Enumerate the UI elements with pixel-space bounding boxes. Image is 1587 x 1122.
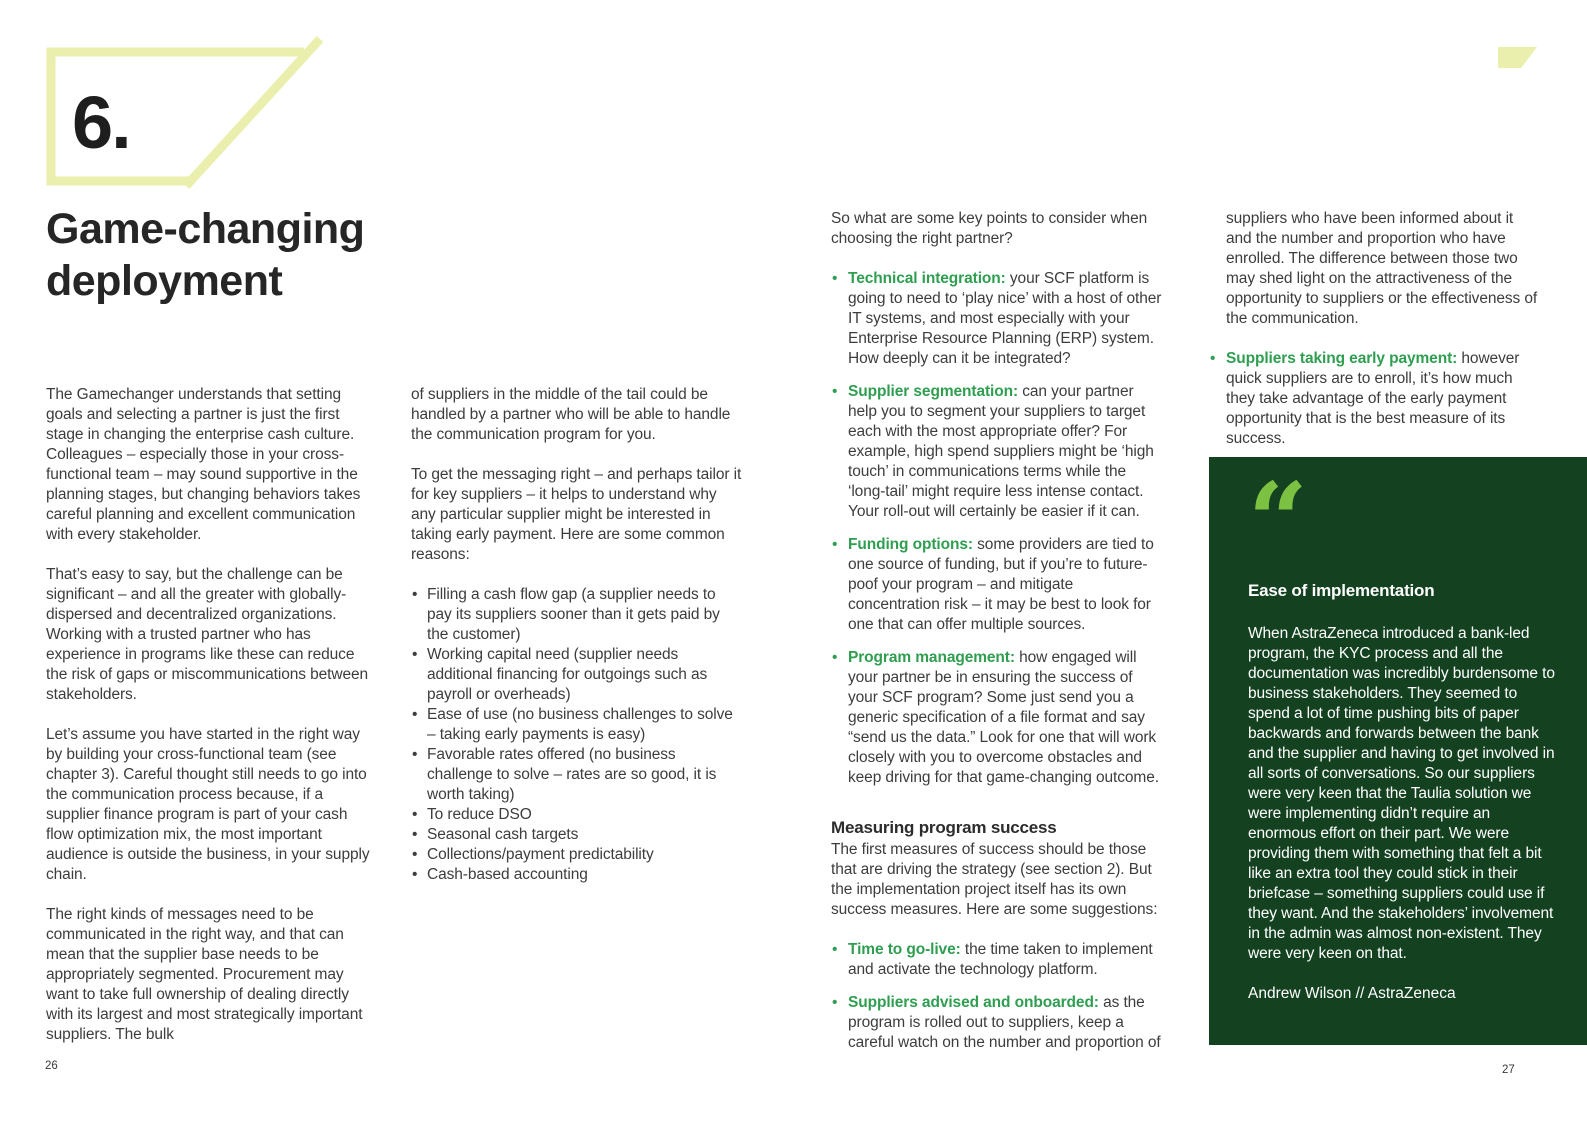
left-page-number: 26 [45, 1060, 58, 1072]
page-title-line1: Game-changing [46, 205, 365, 253]
paragraph: of suppliers in the middle of the tail could be handled by a partner who will be able to handle the communication program for you. [411, 386, 731, 443]
key-point-label: Supplier segmentation: [848, 383, 1019, 400]
list-item-text: Filling a cash flow gap (a supplier needs to pay its suppliers sooner than it gets paid by the customer) [427, 586, 720, 643]
key-point-label: Suppliers advised and onboarded: [848, 994, 1099, 1011]
left-page-column-2 [411, 385, 743, 885]
page-title [46, 203, 364, 307]
success-measures-list [831, 940, 1163, 1053]
list-item [831, 993, 1163, 1053]
intro-paragraph: So what are some key points to consider when choosing the right partner? [831, 210, 1148, 247]
list-item [411, 585, 743, 645]
left-page-column-1 [46, 385, 378, 1065]
right-page-column-1 [831, 209, 1163, 1066]
key-point-text: as the program is rolled out to suppliers, keep a careful watch on the number and proportion of [848, 994, 1161, 1051]
list-item [411, 845, 743, 865]
list-item-text: Working capital need (supplier needs additional financing for outgoings such as payroll or overheads) [427, 646, 708, 703]
quote-box [1209, 457, 1587, 1045]
key-point-text: how engaged will your partner be in ensuring the success of your SCF program? Some just send you a generic specification of a file format and say “send us the data.” Look for one that will work closely with you to overcome obstacles and keep driving for that game-changing outcome. [848, 649, 1159, 786]
paragraph: That’s easy to say, but the challenge can be significant – and all the greater with globally-dispersed and decentralized organizations. Working with a trusted partner who has experience in programs like these can reduce the risk of gaps or miscommunications between stakeholders. [46, 566, 369, 703]
list-item [831, 535, 1163, 635]
list-item-text: Seasonal cash targets [427, 826, 579, 843]
right-page-column-2 [1209, 209, 1541, 462]
quote-attribution: Andrew Wilson // AstraZeneca [1248, 985, 1456, 1002]
bullet-icon: • [412, 826, 418, 843]
bullet-icon: • [412, 706, 418, 723]
list-item-text: Favorable rates offered (no business challenge to solve – rates are so good, it is worth taking) [427, 746, 717, 803]
list-item [411, 705, 743, 745]
quotation-mark-icon: “ [1248, 459, 1308, 582]
list-item [411, 645, 743, 705]
bullet-icon: • [832, 994, 838, 1011]
quote-heading: Ease of implementation [1248, 581, 1435, 600]
bullet-icon: • [832, 941, 838, 958]
bullet-icon: • [412, 746, 418, 763]
bullet-icon: • [832, 383, 838, 400]
list-item-text: Cash-based accounting [427, 866, 588, 883]
key-points-list [831, 269, 1163, 788]
bullet-icon: • [412, 646, 418, 663]
list-item [831, 269, 1163, 369]
measuring-success-heading: Measuring program success [831, 818, 1057, 837]
paragraph: Let’s assume you have started in the right way by building your cross-functional team (see chapter 3). Careful thought still needs to go into the communication process because, if a supplier finance program is part of your cash flow optimization mix, the most important audience is outside the business, in your supply chain. [46, 726, 370, 883]
key-point-text: however quick suppliers are to enroll, it’s how much they take advantage of the early payment opportunity that is the best measure of its success. [1226, 350, 1520, 447]
list-item [831, 382, 1163, 522]
list-item [831, 940, 1163, 980]
bullet-icon: • [412, 806, 418, 823]
quote-body: When AstraZeneca introduced a bank-led program, the KYC process and all the documentation was incredibly burdensome to business stakeholders. They seemed to spend a lot of time pushing bits of paper backwards and forwards between the bank and the supplier and having to get involved in all sorts of conversations. So our suppliers were very keen that the Taulia solution we were implementing didn’t require an enormous effort on their part. We were providing them with something that felt a bit like an extra tool they could stick in their briefcase – something suppliers could use if they want. And the stakeholders’ involvement in the admin was almost non-existent. They were very keen on that. [1248, 625, 1555, 962]
paragraph: The right kinds of messages need to be communicated in the right way, and that can mean that the supplier base needs to be appropriately segmented. Procurement may want to take full ownership of dealing directly with its largest and most strategically important suppliers. The bulk [46, 906, 363, 1043]
list-item [831, 648, 1163, 788]
list-item-text: Ease of use (no business challenges to solve – taking early payments is easy) [427, 706, 733, 743]
key-point-text: can your partner help you to segment your suppliers to target each with the most appropriate offer? For example, high spend suppliers might be ‘high touch’ in communications terms while the ‘long-tail’ might require less intense contact. Your roll-out will certainly be easier if it can. [848, 383, 1154, 520]
key-point-text: some providers are tied to one source of funding, but if you’re to future-poof your program – and mitigate concentration risk – it may be best to look for one that can offer multiple sources. [848, 536, 1154, 633]
bullet-icon: • [412, 866, 418, 883]
chapter-number: 6. [72, 81, 130, 164]
key-point-label: Suppliers taking early payment: [1226, 350, 1458, 367]
key-point-label: Technical integration: [848, 270, 1006, 287]
list-item-text: Collections/payment predictability [427, 846, 654, 863]
key-point-label: Funding options: [848, 536, 973, 553]
list-item [1209, 349, 1541, 449]
right-page-number: 27 [1502, 1064, 1515, 1076]
bullet-icon: • [412, 846, 418, 863]
list-item [411, 825, 743, 845]
list-item [411, 805, 743, 825]
bullet-icon: • [832, 536, 838, 553]
key-point-text: the time taken to implement and activate the technology platform. [848, 941, 1153, 978]
list-item-text: To reduce DSO [427, 806, 532, 823]
bullet-icon: • [1210, 350, 1216, 367]
bullet-icon: • [412, 586, 418, 603]
key-point-label: Time to go-live: [848, 941, 961, 958]
bullet-icon: • [832, 270, 838, 287]
key-point-text: your SCF platform is going to need to ‘play nice’ with a host of other IT systems, and most especially with your Enterprise Resource Planning (ERP) system. How deeply can it be integrated? [848, 270, 1162, 367]
list-item [411, 865, 743, 885]
key-point-label: Program management: [848, 649, 1015, 666]
paragraph: The first measures of success should be those that are driving the strategy (see section 2). But the implementation project itself has its own success measures. Here are some suggestions: [831, 841, 1158, 918]
continuation-paragraph: suppliers who have been informed about it and the number and proportion who have enrolled. The difference between those two may shed light on the attractiveness of the opportunity to suppliers or the effectiveness of the communication. [1226, 210, 1538, 327]
bullet-icon: • [832, 649, 838, 666]
corner-decoration-icon [1498, 45, 1540, 69]
paragraph: To get the messaging right – and perhaps tailor it for key suppliers – it helps to understand why any particular supplier might be interested in taking early payment. Here are some common reasons: [411, 466, 742, 563]
page-title-line2: deployment [46, 257, 283, 305]
supplier-reasons-list [411, 585, 743, 885]
list-item [411, 745, 743, 805]
key-points-list-continued [1209, 349, 1541, 449]
paragraph: The Gamechanger understands that setting goals and selecting a partner is just the first stage in changing the enterprise cash culture. Colleagues – especially those in your cross-functional team – may sound supportive in the planning stages, but changing behaviors takes careful planning and excellent communication with every stakeholder. [46, 386, 361, 543]
